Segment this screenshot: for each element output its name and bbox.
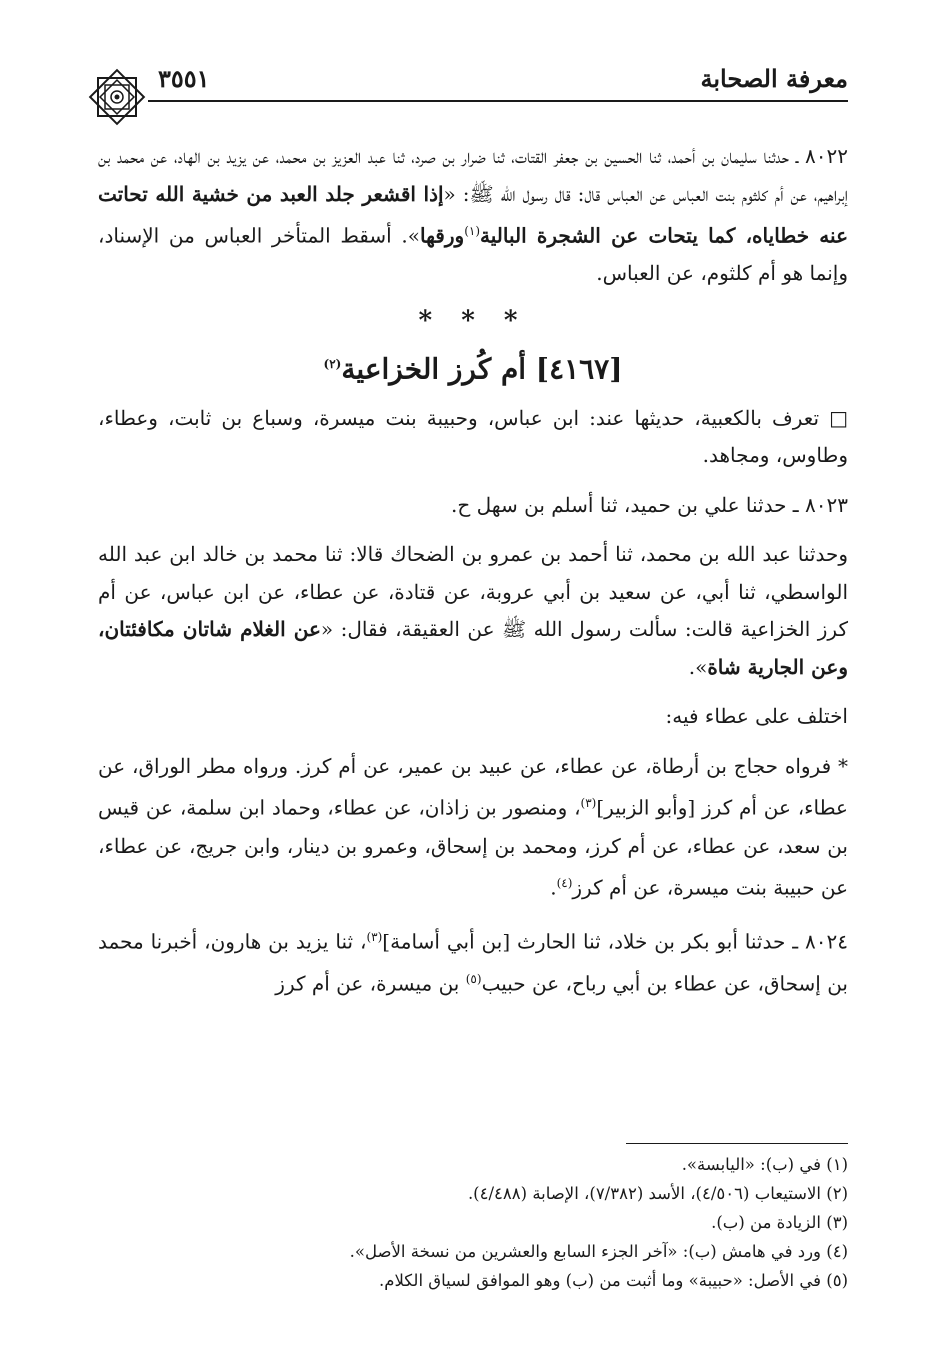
page-header	[88, 62, 848, 106]
section-separator: * * *	[418, 305, 528, 336]
hadith-8024	[98, 919, 848, 1003]
footnote-ref: (٤)	[556, 876, 573, 891]
footnote-3: (٣) الزيادة من (ب).	[711, 1213, 848, 1232]
running-title: معرفة الصحابة	[700, 64, 848, 93]
footnote-ref: (٥)	[465, 972, 482, 987]
header-rule	[148, 100, 848, 102]
hadith-8023-b	[98, 536, 848, 686]
footnote-1: (١) في (ب): «اليابسة».	[681, 1155, 848, 1174]
hadith-8024-text-2: ، ثنا يزيد بن هارون، أخبرنا محمد بن إسحاق، عن عطاء بن أبي رباح، عن حبيب	[98, 929, 848, 997]
hadith-8022-comment: ». أسقط المتأخر العباس من الإسناد، وإنما هو أم كلثوم، عن العباس.	[98, 223, 848, 286]
riwaya-text-1: * فرواه حجاج بن أرطاة، عن عطاء، عن عبيد بن عمير، عن أم كرز. ورواه مطر الوراق، عن عطاء، عن أم كرز [وأبو الزبير]	[98, 753, 848, 821]
hadith-8024-text-3: بن ميسرة، عن أم كرز	[275, 972, 466, 997]
riwaya-paragraph	[98, 748, 848, 907]
hadith-8022	[98, 138, 848, 293]
page-number: ٣٥٥١	[158, 64, 210, 93]
section-title-text: [٤١٦٧] أم كُرز الخزاعية	[341, 352, 623, 386]
hadith-8022-text: ٨٠٢٢ ـ حدثنا سليمان بن أحمد، ثنا الحسين بن جعفر القتات، ثنا ضرار بن صرد، ثنا عبد العزيز بن محمد، عن يزيد بن الهاد، عن محمد بن إبراهيم، عن أم كلثوم بنت العباس عن العباس قال: قال رسول الله ﷺ: «	[98, 144, 848, 206]
hadith-8023-a: ٨٠٢٣ ـ حدثنا علي بن حميد، ثنا أسلم بن سهل ح.	[450, 492, 848, 517]
footnote-5: (٥) في الأصل: «حبيبة» وما أثبت من (ب) وهو الموافق لسياق الكلام.	[379, 1271, 848, 1290]
footnotes	[120, 1150, 848, 1295]
riwaya-text-2: ، ومنصور بن زاذان، عن عطاء، وحماد ابن سلمة، عن قيس بن سعد، عن عطاء، عن أم كرز، ومحمد بن إسحاق، وعمرو بن دينار، وابن جريج، عن عطاء، عن حبيبة بنت ميسرة، عن أم كرز	[98, 796, 848, 900]
hadith-8022-matn: إذا اقشعر جلد العبد من خشية الله تحاتت عنه خطاياه، كما يتحات عن الشجرة البالية	[98, 181, 848, 248]
footnote-ref: (٣)	[366, 930, 383, 945]
hadith-8023-matn: عن الغلام شاتان مكافئتان، وعن الجارية شاة	[98, 617, 848, 679]
main-text	[98, 138, 848, 1004]
riwaya-text-3: .	[550, 875, 557, 900]
hadith-8022-matn-end: ورقها	[419, 223, 465, 248]
footnote-ref: (٢)	[323, 357, 342, 372]
footnote-2: (٢) الاستيعاب (٤/٥٠٦)، الأسد (٧/٣٨٢)، الإصابة (٤/٤٨٨).	[467, 1184, 848, 1203]
intro-paragraph: □ تعرف بالكعبية، حديثها عند: ابن عباس، وحبيبة بنت ميسرة، وسباع بن ثابت، وعطاء، وطاوس، ومجاهد.	[98, 405, 848, 468]
footnote-rule	[626, 1143, 848, 1144]
footnote-ref: (٣)	[580, 796, 597, 811]
ornament-icon	[86, 66, 148, 128]
hadith-8024-text-1: ٨٠٢٤ ـ حدثنا أبو بكر بن خلاد، ثنا الحارث [بن أبي أسامة]	[382, 929, 848, 954]
hadith-8023-end: ».	[688, 654, 708, 679]
footnote-4: (٤) ورد في هامش (ب): «آخر الجزء السابع والعشرين من نسخة الأصل».	[349, 1242, 848, 1261]
hadith-8023-text: وحدثنا عبد الله بن محمد، ثنا أحمد بن عمرو بن الضحاك قالا: ثنا محمد بن خالد ابن عبد الله الواسطي، ثنا أبي، عن سعيد بن أبي عروبة، عن قتادة، عن عطاء، عن ابن عباس، عن أم كرز الخزاعية قالت: سألت رسول الله ﷺ عن العقيقة، فقال: «	[98, 542, 848, 642]
section-title	[98, 346, 848, 388]
ikhtalaf-line: اختلف على عطاء فيه:	[665, 704, 848, 729]
footnote-ref: (١)	[464, 224, 481, 238]
